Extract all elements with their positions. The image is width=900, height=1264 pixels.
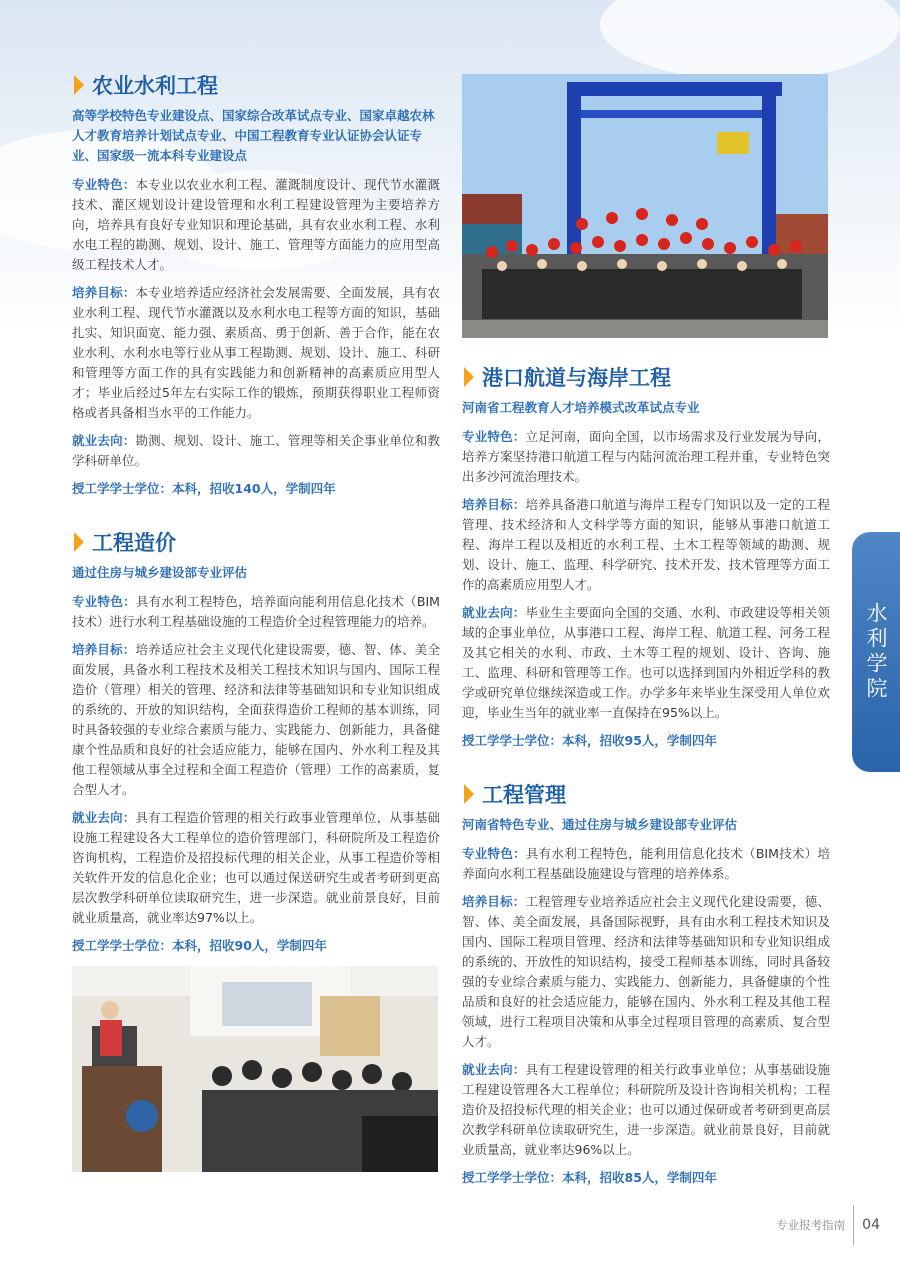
title-arrow-icon (464, 784, 474, 804)
feature-label: 专业特色： (72, 177, 136, 192)
career-paragraph (462, 603, 830, 723)
section-title-text: 工程造价 (92, 531, 176, 555)
section-title (72, 70, 440, 100)
goal-label: 培养目标： (72, 285, 136, 300)
title-arrow-icon (464, 367, 474, 387)
goal-label: 培养目标： (72, 642, 136, 657)
career-label: 就业去向： (462, 1062, 526, 1077)
section-title (462, 362, 830, 392)
page-number: 04 (862, 1217, 880, 1233)
goal-text: 工程管理专业培养适应社会主义现代化建设需要，德、智、体、美全面发展，具备国际视野，具有由水利工程技术知识及国内、国际工程项目管理、经济和法律等基础知识和专业知识组成的系统的、开放性的知识结构，接受工程师基本训练，同时具备较强的专业综合素质与能力、实践能力、创新能力，具备健康的个性品质和良好的社会适应能力，能够在国内、外水利工程及其他工程领域，进行工程项目决策和从事全过程项目管理的高素质、复合型人才。 (462, 894, 830, 1049)
feature-text: 立足河南，面向全国，以市场需求及行业发展为导向，培养方案坚持港口航道工程与内陆河流治理工程并重，专业特色突出多沙河流治理技术。 (462, 429, 830, 484)
section-cost (72, 527, 440, 956)
goal-paragraph (72, 640, 440, 800)
career-paragraph (462, 1060, 830, 1160)
feature-paragraph (72, 175, 440, 275)
feature-paragraph (72, 592, 440, 632)
career-text: 具有工程造价管理的相关行政事业管理单位，从事基础设施工程建设各大工程单位的造价管理部门，科研院所及工程造价咨询机构，工程造价及招投标代理的相关企业，从事工程造价等相关软件开发的信息化企业；也可以通过保送研究生或者考研到更高层次教学科研单位读取研究生，进一步深造。就业前景良好，目前就业质量高，就业率达97%以上。 (72, 810, 440, 925)
goal-text: 培养具备港口航道与海岸工程专门知识以及一定的工程管理、技术经济和人文科学等方面的知识，能够从事港口航道工程、海岸工程以及相近的水利工程、土木工程等领域的勘测、规划、设计、施工、监理、科学研究、技术开发、技术管理等方面工作的高素质应用型人才。 (462, 497, 830, 592)
career-text: 毕业生主要面向全国的交通、水利、市政建设等相关领域的企事业单位，从事港口工程、海岸工程、航道工程、河务工程及其它相关的水利、市政、土木等工程的规划、设计、咨询、施工、监理、科研和管理等工作。也可以选择到国内外相近学科的教学或研究单位继续深造或工作。办学多年来毕业生深受用人单位欢迎，毕业生当年的就业率一直保持在95%以上。 (462, 605, 830, 720)
right-column (462, 362, 830, 1210)
port-group-photo (462, 74, 828, 338)
section-title (462, 779, 830, 809)
career-text: 勘测、规划、设计、施工、管理等相关企事业单位和教学科研单位。 (72, 433, 440, 468)
feature-text: 具有水利工程特色，培养面向能利用信息化技术（BIM技术）进行水利工程基础设施的工程造价全过程管理能力的培养。 (72, 594, 440, 629)
feature-label: 专业特色： (462, 846, 526, 861)
title-arrow-icon (74, 75, 84, 95)
goal-label: 培养目标： (462, 894, 526, 909)
port-photo-illustration (462, 74, 828, 338)
college-side-tab-label: 水利学院 (864, 602, 888, 702)
section-port (462, 362, 830, 751)
footer-separator (853, 1205, 854, 1245)
section-title-text: 工程管理 (482, 783, 566, 807)
goal-paragraph (462, 892, 830, 1052)
goal-text: 培养适应社会主义现代化建设需要，德、智、体、美全面发展，具备水利工程技术及相关工程技术知识与国内、国际工程造价（管理）相关的管理、经济和法律等基础知识和专业知识组成的系统的、开放的知识结构，全面获得造价工程师的基本训练，同时具备较强的专业综合素质与能力、实践能力、创新能力，具备健康个性品质和良好的社会适应能力，能够在国内、外水利工程及其他工程领域从事全过程和全面工程造价（管理）工作的高素质，复合型人才。 (72, 642, 440, 797)
classroom-photo-illustration (72, 966, 438, 1172)
feature-text: 本专业以农业水利工程、灌溉制度设计、现代节水灌溉技术、灌区规划设计建设管理和水利工程建设管理为主要培养方向，培养具有良好专业知识和理论基础，具有农业水利工程、水利水电工程的勘测、规划、设计、施工、管理等方面能力的应用型高级工程技术人才。 (72, 177, 440, 272)
page-footer (740, 1210, 880, 1240)
section-title-text: 港口航道与海岸工程 (482, 366, 671, 390)
feature-label: 专业特色： (462, 429, 526, 444)
college-side-tab (852, 532, 900, 772)
title-arrow-icon (74, 532, 84, 552)
career-paragraph (72, 431, 440, 471)
section-title-text: 农业水利工程 (92, 74, 218, 98)
section-mgmt (462, 779, 830, 1188)
degree-line: 授工学学士学位：本科，招收90人，学制四年 (72, 938, 327, 953)
section-title (72, 527, 440, 557)
career-label: 就业去向： (72, 433, 136, 448)
goal-text: 本专业培养适应经济社会发展需要、全面发展，具有农业水利工程、现代节水灌溉以及水利水电工程等方面的知识，基础扎实、知识面宽、能力强、素质高、勇于创新、善于合作，能在农业水利、水利水电等行业从事工程勘测、规划、设计、施工、科研和管理等方面工作的具有实践能力和创新精神的高素质应用型人才；毕业后经过5年左右实际工作的锻炼，预期获得职业工程师资格或者具备相当水平的工作能力。 (72, 285, 440, 420)
section-honors: 河南省特色专业、通过住房与城乡建设部专业评估 (462, 817, 738, 832)
feature-paragraph (462, 844, 830, 884)
section-honors: 高等学校特色专业建设点、国家综合改革试点专业、国家卓越农林人才教育培养计划试点专业、中国工程教育专业认证协会认证专业、国家级一流本科专业建设点 (72, 108, 435, 163)
left-column (72, 70, 440, 978)
section-honors: 通过住房与城乡建设部专业评估 (72, 565, 248, 580)
goal-paragraph (462, 495, 830, 595)
goal-paragraph (72, 283, 440, 423)
section-agri-water (72, 70, 440, 499)
career-label: 就业去向： (72, 810, 136, 825)
career-paragraph (72, 808, 440, 928)
feature-label: 专业特色： (72, 594, 136, 609)
degree-line: 授工学学士学位：本科，招收140人，学制四年 (72, 481, 336, 496)
goal-label: 培养目标： (462, 497, 526, 512)
degree-line: 授工学学士学位：本科，招收85人，学制四年 (462, 1170, 717, 1185)
career-label: 就业去向： (462, 605, 526, 620)
degree-line: 授工学学士学位：本科，招收95人，学制四年 (462, 733, 717, 748)
classroom-photo (72, 966, 438, 1172)
section-honors: 河南省工程教育人才培养模式改革试点专业 (462, 400, 700, 415)
feature-text: 具有水利工程特色，能利用信息化技术（BIM技术）培养面向水利工程基础设施建设与管理的培养体系。 (462, 846, 830, 881)
feature-paragraph (462, 427, 830, 487)
career-text: 具有工程建设管理的相关行政事业单位；从事基础设施工程建设管理各大工程单位；科研院所及设计咨询相关机构；工程造价及招投标代理的相关企业；也可以通过保研或者考研到更高层次教学科研单位读取研究生，进一步深造。就业前景良好，目前就业质量高，就业率达96%以上。 (462, 1062, 830, 1157)
footer-guide-label: 专业报考指南 (776, 1218, 846, 1232)
